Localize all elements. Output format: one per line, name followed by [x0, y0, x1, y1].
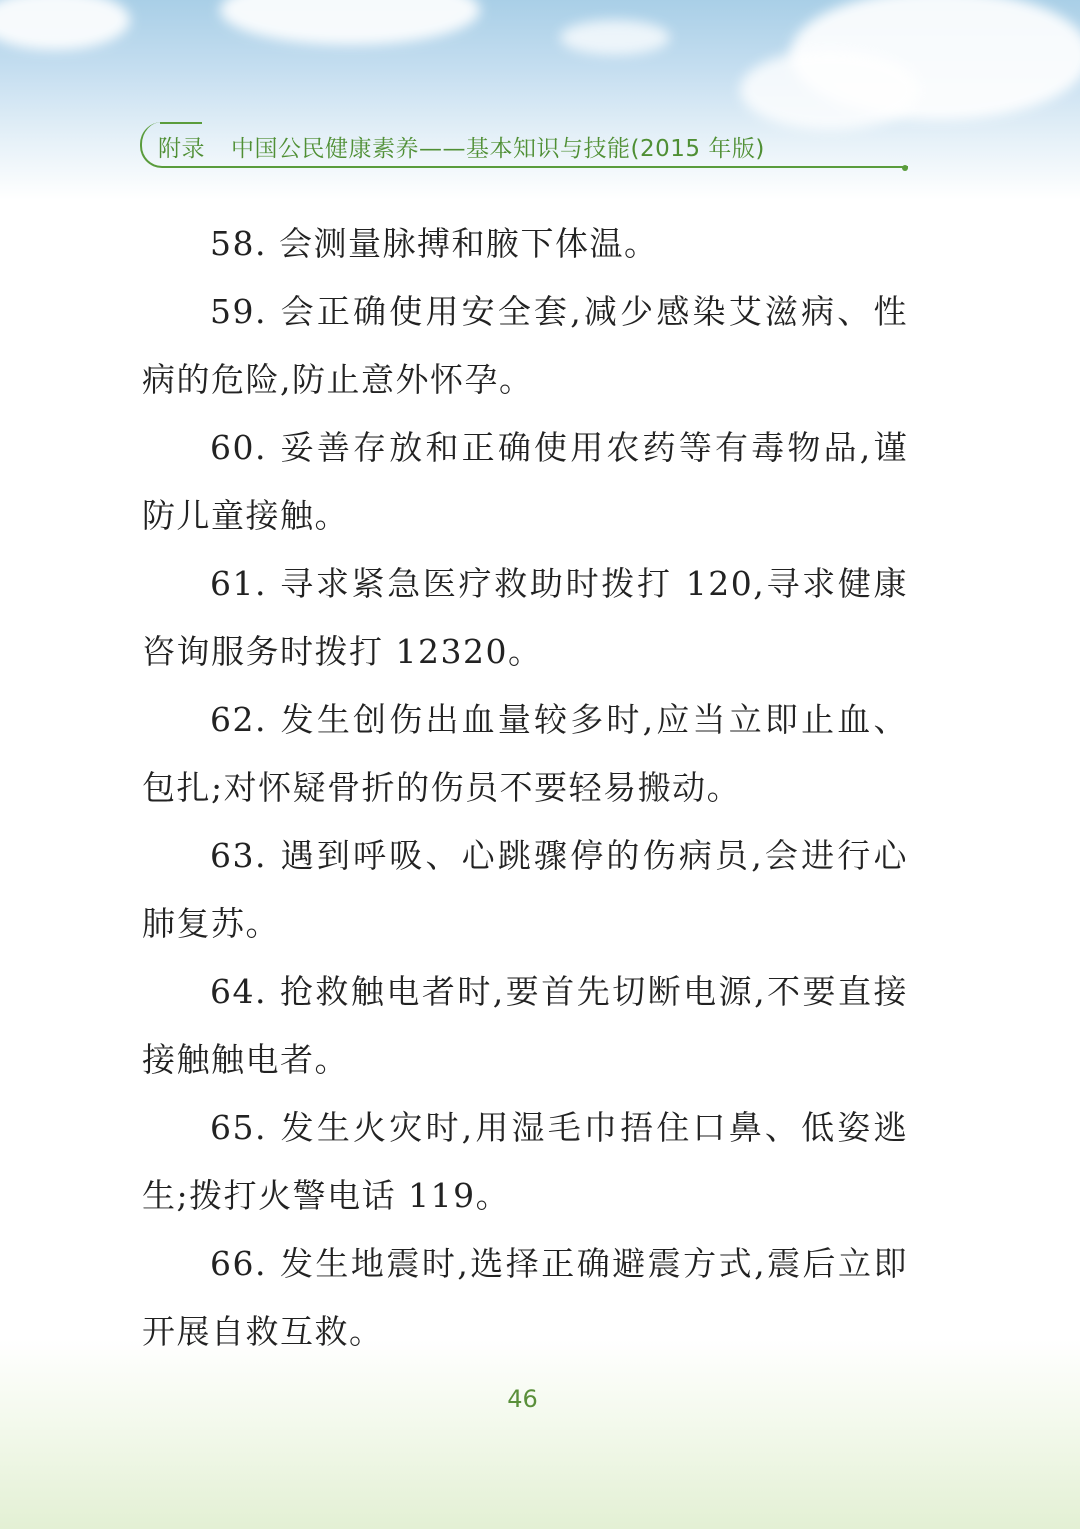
list-item: 61. 寻求紧急医疗救助时拨打 120,寻求健康咨询服务时拨打 12320。: [142, 564, 908, 671]
list-item: 59. 会正确使用安全套,减少感染艾滋病、性病的危险,防止意外怀孕。: [142, 292, 908, 399]
cloud: [560, 20, 670, 55]
list-item: 60. 妥善存放和正确使用农药等有毒物品,谨防儿童接触。: [142, 428, 908, 535]
cloud: [740, 50, 920, 130]
header-accent-line: [160, 122, 202, 124]
page-number: 46: [507, 1385, 538, 1413]
cloud: [0, 0, 130, 50]
list-item: 58. 会测量脉搏和腋下体温。: [210, 224, 659, 263]
sky-background: [0, 0, 1080, 200]
running-header: [140, 122, 908, 170]
cloud: [220, 0, 480, 45]
list-item: 63. 遇到呼吸、心跳骤停的伤病员,会进行心肺复苏。: [142, 836, 908, 943]
header-dot: [902, 165, 908, 171]
list-item: 65. 发生火灾时,用湿毛巾捂住口鼻、低姿逃生;拨打火警电话 119。: [142, 1108, 908, 1215]
header-text: [158, 130, 765, 163]
list-item: 64. 抢救触电者时,要首先切断电源,不要直接接触触电者。: [142, 972, 908, 1079]
list-item: 66. 发生地震时,选择正确避震方式,震后立即开展自救互救。: [142, 1244, 908, 1351]
body-text: [142, 210, 908, 1366]
header-title: 中国公民健康素养——基本知识与技能(2015 年版): [231, 136, 765, 162]
grass-background: [0, 1339, 1080, 1529]
header-label: 附录: [158, 136, 205, 162]
list-item: 62. 发生创伤出血量较多时,应当立即止血、包扎;对怀疑骨折的伤员不要轻易搬动。: [142, 700, 908, 807]
